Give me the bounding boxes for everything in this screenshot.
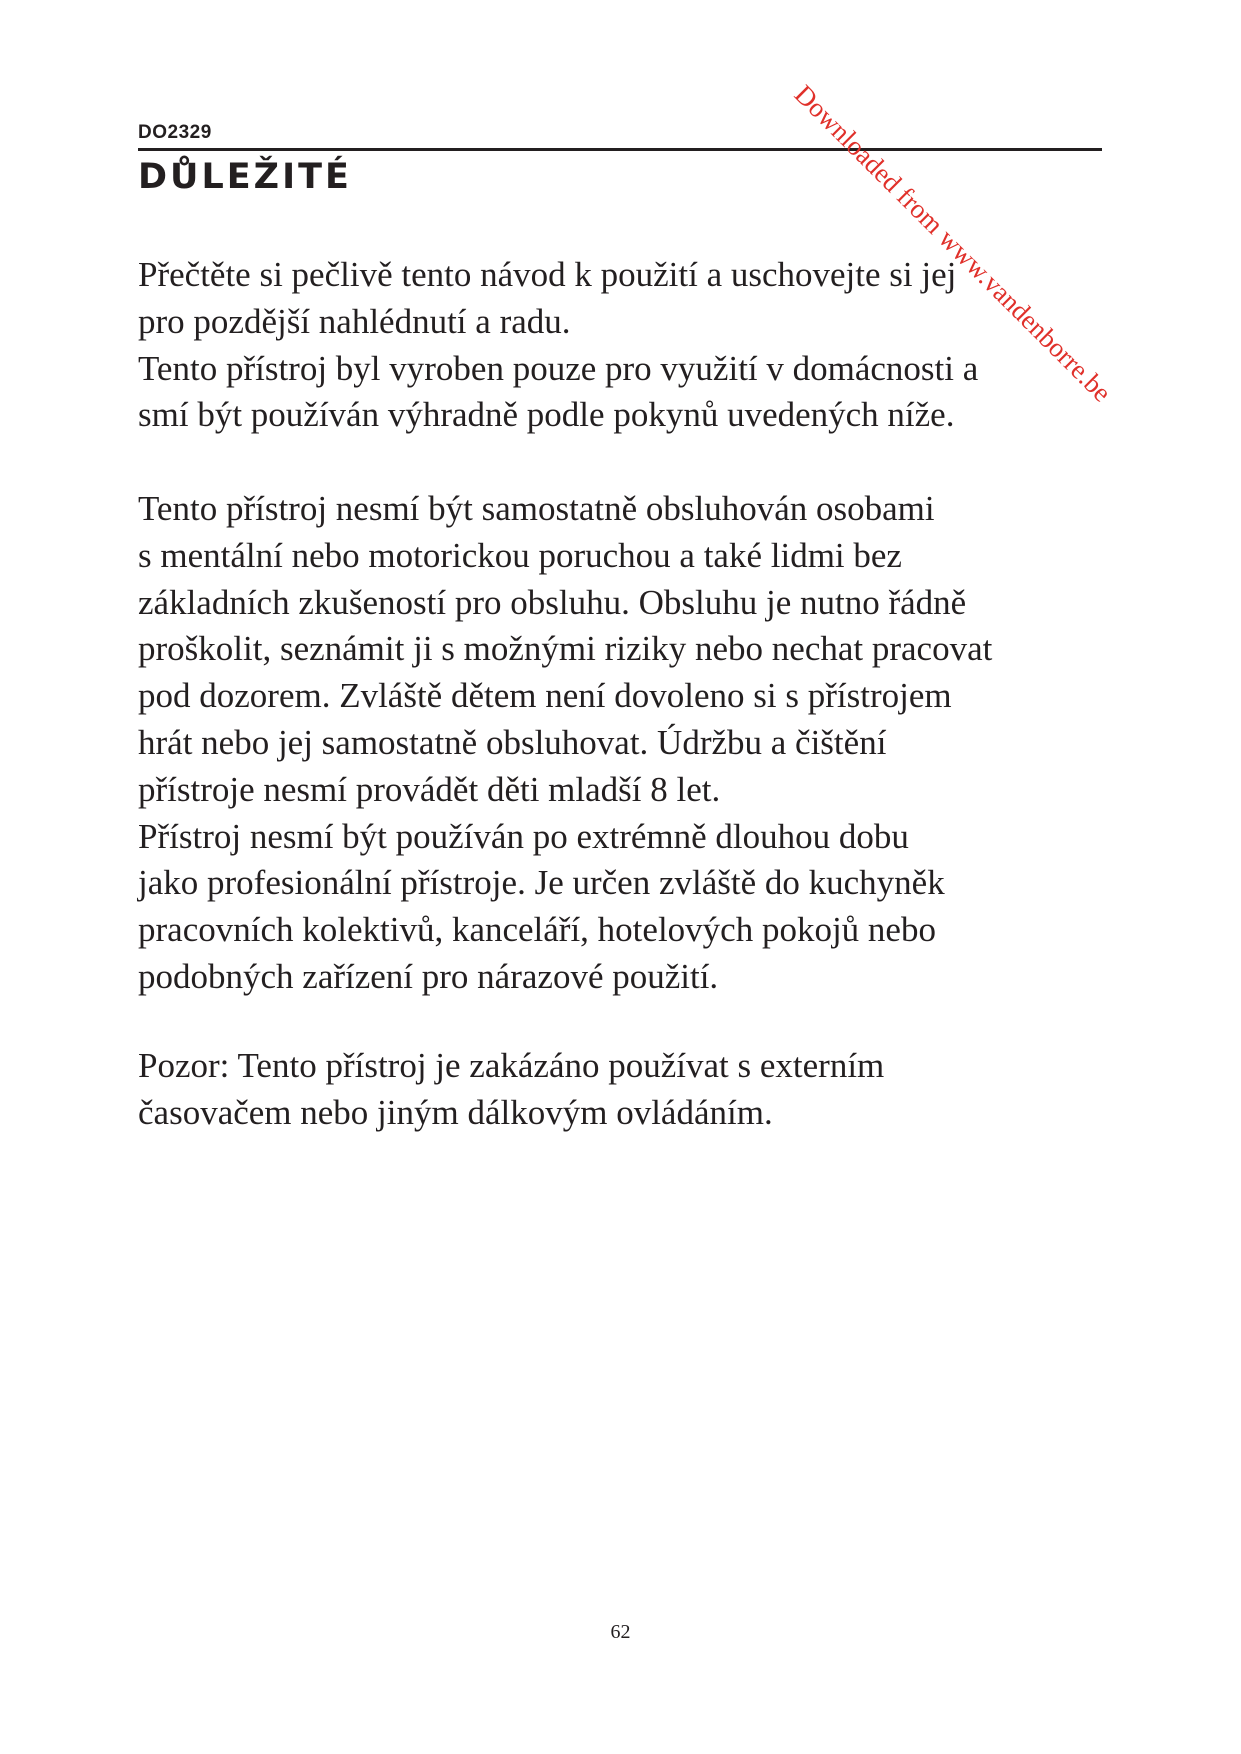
text-line: Tento přístroj byl vyroben pouze pro využití v domácnosti a [138, 348, 979, 388]
text-line: pro pozdější nahlédnutí a radu. [138, 301, 571, 341]
watermark-link[interactable]: Downloaded from www.vandenborre.be [788, 79, 1118, 408]
text-line: proškolit, seznámit ji s možnými riziky nebo nechat pracovat [138, 629, 993, 669]
text-line: hrát nebo jej samostatně obsluhovat. Údržbu a čištění [138, 722, 887, 762]
text-line: smí být používán výhradně podle pokynů uvedených níže. [138, 395, 955, 435]
model-code: DO2329 [138, 122, 212, 143]
text-line: pracovních kolektivů, kanceláří, hotelových pokojů nebo [138, 910, 936, 950]
text-line: Přístroj nesmí být používán po extrémně dlouhou dobu [138, 816, 909, 856]
paragraph-safety [138, 486, 1118, 1001]
text-line: přístroje nesmí provádět děti mladší 8 let. [138, 769, 721, 809]
text-line: pod dozorem. Zvláště dětem není dovoleno si s přístrojem [138, 676, 952, 716]
text-line: základních zkušeností pro obsluhu. Obsluhu je nutno řádně [138, 582, 967, 622]
text-line: Pozor: Tento přístroj je zakázáno používat s externím [138, 1046, 885, 1085]
text-line: jako profesionální přístroje. Je určen zvláště do kuchyněk [138, 863, 945, 903]
text-line: podobných zařízení pro nárazové použití. [138, 956, 719, 996]
paragraph-warning [138, 1043, 1118, 1137]
page-title: DŮLEŽITÉ [138, 157, 352, 197]
header-rule [138, 148, 1102, 151]
text-line: Tento přístroj nesmí být samostatně obsluhován osobami [138, 489, 935, 528]
page-number: 62 [610, 1621, 631, 1643]
text-line: časovačem nebo jiným dálkovým ovládáním. [138, 1092, 773, 1132]
text-line: Přečtěte si pečlivě tento návod k použití a uschovejte si jej [138, 255, 957, 294]
text-line: s mentální nebo motorickou poruchou a také lidmi bez [138, 535, 902, 575]
